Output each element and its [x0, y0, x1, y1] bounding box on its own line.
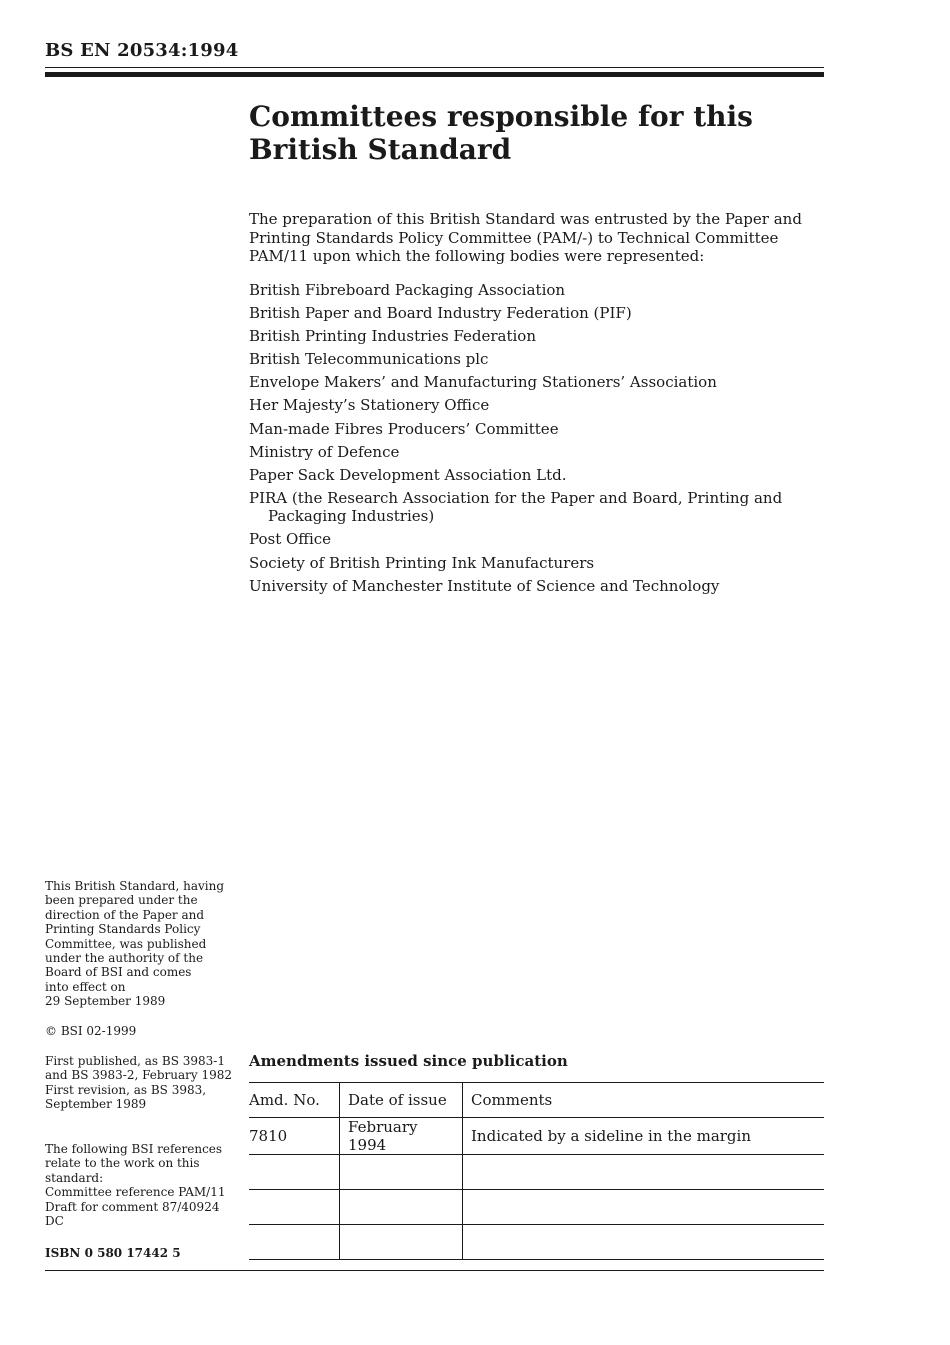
table-row — [249, 1155, 824, 1190]
history-line: First published, as BS 3983-1 — [45, 1054, 225, 1068]
header-rule-thick — [45, 72, 824, 77]
table-cell: Indicated by a sideline in the margin — [463, 1118, 825, 1155]
list-item: Envelope Makers’ and Manufacturing Stationers’ Association — [249, 373, 717, 392]
refs-line: Committee reference PAM/11 — [45, 1185, 226, 1200]
table-cell — [340, 1155, 463, 1190]
table-cell — [463, 1225, 825, 1260]
table-cell — [249, 1190, 340, 1225]
note-line: This British Standard, having — [45, 879, 225, 893]
publication-note — [45, 879, 230, 1009]
document-id: BS EN 20534:1994 — [45, 40, 239, 61]
note-line: Printing Standards Policy — [45, 922, 201, 937]
note-line: direction of the Paper and — [45, 907, 205, 922]
table-cell: February 1994 — [340, 1118, 463, 1155]
table-cell — [463, 1155, 825, 1190]
list-item: British Fibreboard Packaging Association — [249, 281, 566, 299]
table-cell — [340, 1190, 463, 1225]
refs-line: Draft for comment 87/40924 DC — [45, 1199, 220, 1229]
note-line: 29 September 1989 — [45, 994, 166, 1009]
represented-bodies-list — [249, 281, 829, 600]
table-cell — [463, 1190, 825, 1225]
table-row — [249, 1190, 824, 1225]
history-line: September 1989 — [45, 1097, 147, 1112]
table-row — [249, 1118, 824, 1155]
history-line: and BS 3983-2, February 1982 — [45, 1068, 233, 1083]
list-item: Paper Sack Development Association Ltd. — [249, 465, 567, 484]
list-item: Her Majesty’s Stationery Office — [249, 396, 490, 415]
history-line: First revision, as BS 3983, — [45, 1082, 207, 1097]
copyright-notice: © BSI 02-1999 — [45, 1024, 137, 1038]
page-title: Committees responsible for this British Standard — [249, 100, 753, 166]
list-item: Man-made Fibres Producers’ Committee — [249, 419, 559, 438]
table-cell — [249, 1225, 340, 1260]
isbn: ISBN 0 580 17442 5 — [45, 1246, 181, 1260]
list-item: University of Manchester Institute of Science and Technology — [249, 576, 720, 595]
bsi-references — [45, 1142, 235, 1228]
column-header-amd-no: Amd. No. — [249, 1083, 340, 1118]
footer-rule — [45, 1270, 824, 1271]
table-cell — [249, 1155, 340, 1190]
list-item: PIRA (the Research Association for the Paper and Board, Printing and Packaging Industries) — [249, 488, 783, 526]
note-line: Board of BSI and comes — [45, 965, 192, 980]
column-header-comments: Comments — [463, 1083, 825, 1118]
table-cell: 7810 — [249, 1118, 340, 1155]
refs-line: relate to the work on this — [45, 1156, 200, 1171]
table-header-row — [249, 1083, 824, 1118]
intro-paragraph: The preparation of this British Standard was entrusted by the Paper and Printing Standards Policy Committee (PAM/-) to Technical Committee PAM/11 upon which the following bodies were represented: — [249, 210, 802, 265]
refs-line: standard: — [45, 1170, 104, 1185]
refs-line: The following BSI references — [45, 1142, 223, 1156]
list-item: Ministry of Defence — [249, 442, 400, 461]
list-item: Post Office — [249, 530, 332, 549]
publication-history — [45, 1054, 235, 1112]
note-line: been prepared under the — [45, 893, 198, 908]
list-item: British Paper and Board Industry Federation (PIF) — [249, 304, 632, 323]
note-line: into effect on — [45, 979, 126, 994]
note-line: Committee, was published — [45, 936, 207, 951]
header-rule-thin — [45, 67, 824, 68]
note-line: under the authority of the — [45, 951, 204, 966]
amendments-table — [249, 1082, 824, 1260]
table-cell — [340, 1225, 463, 1260]
amendments-title: Amendments issued since publication — [249, 1052, 568, 1070]
list-item: Society of British Printing Ink Manufacturers — [249, 553, 595, 572]
table-row — [249, 1225, 824, 1260]
column-header-date: Date of issue — [340, 1083, 463, 1118]
list-item: British Printing Industries Federation — [249, 327, 536, 346]
list-item: British Telecommunications plc — [249, 350, 489, 369]
